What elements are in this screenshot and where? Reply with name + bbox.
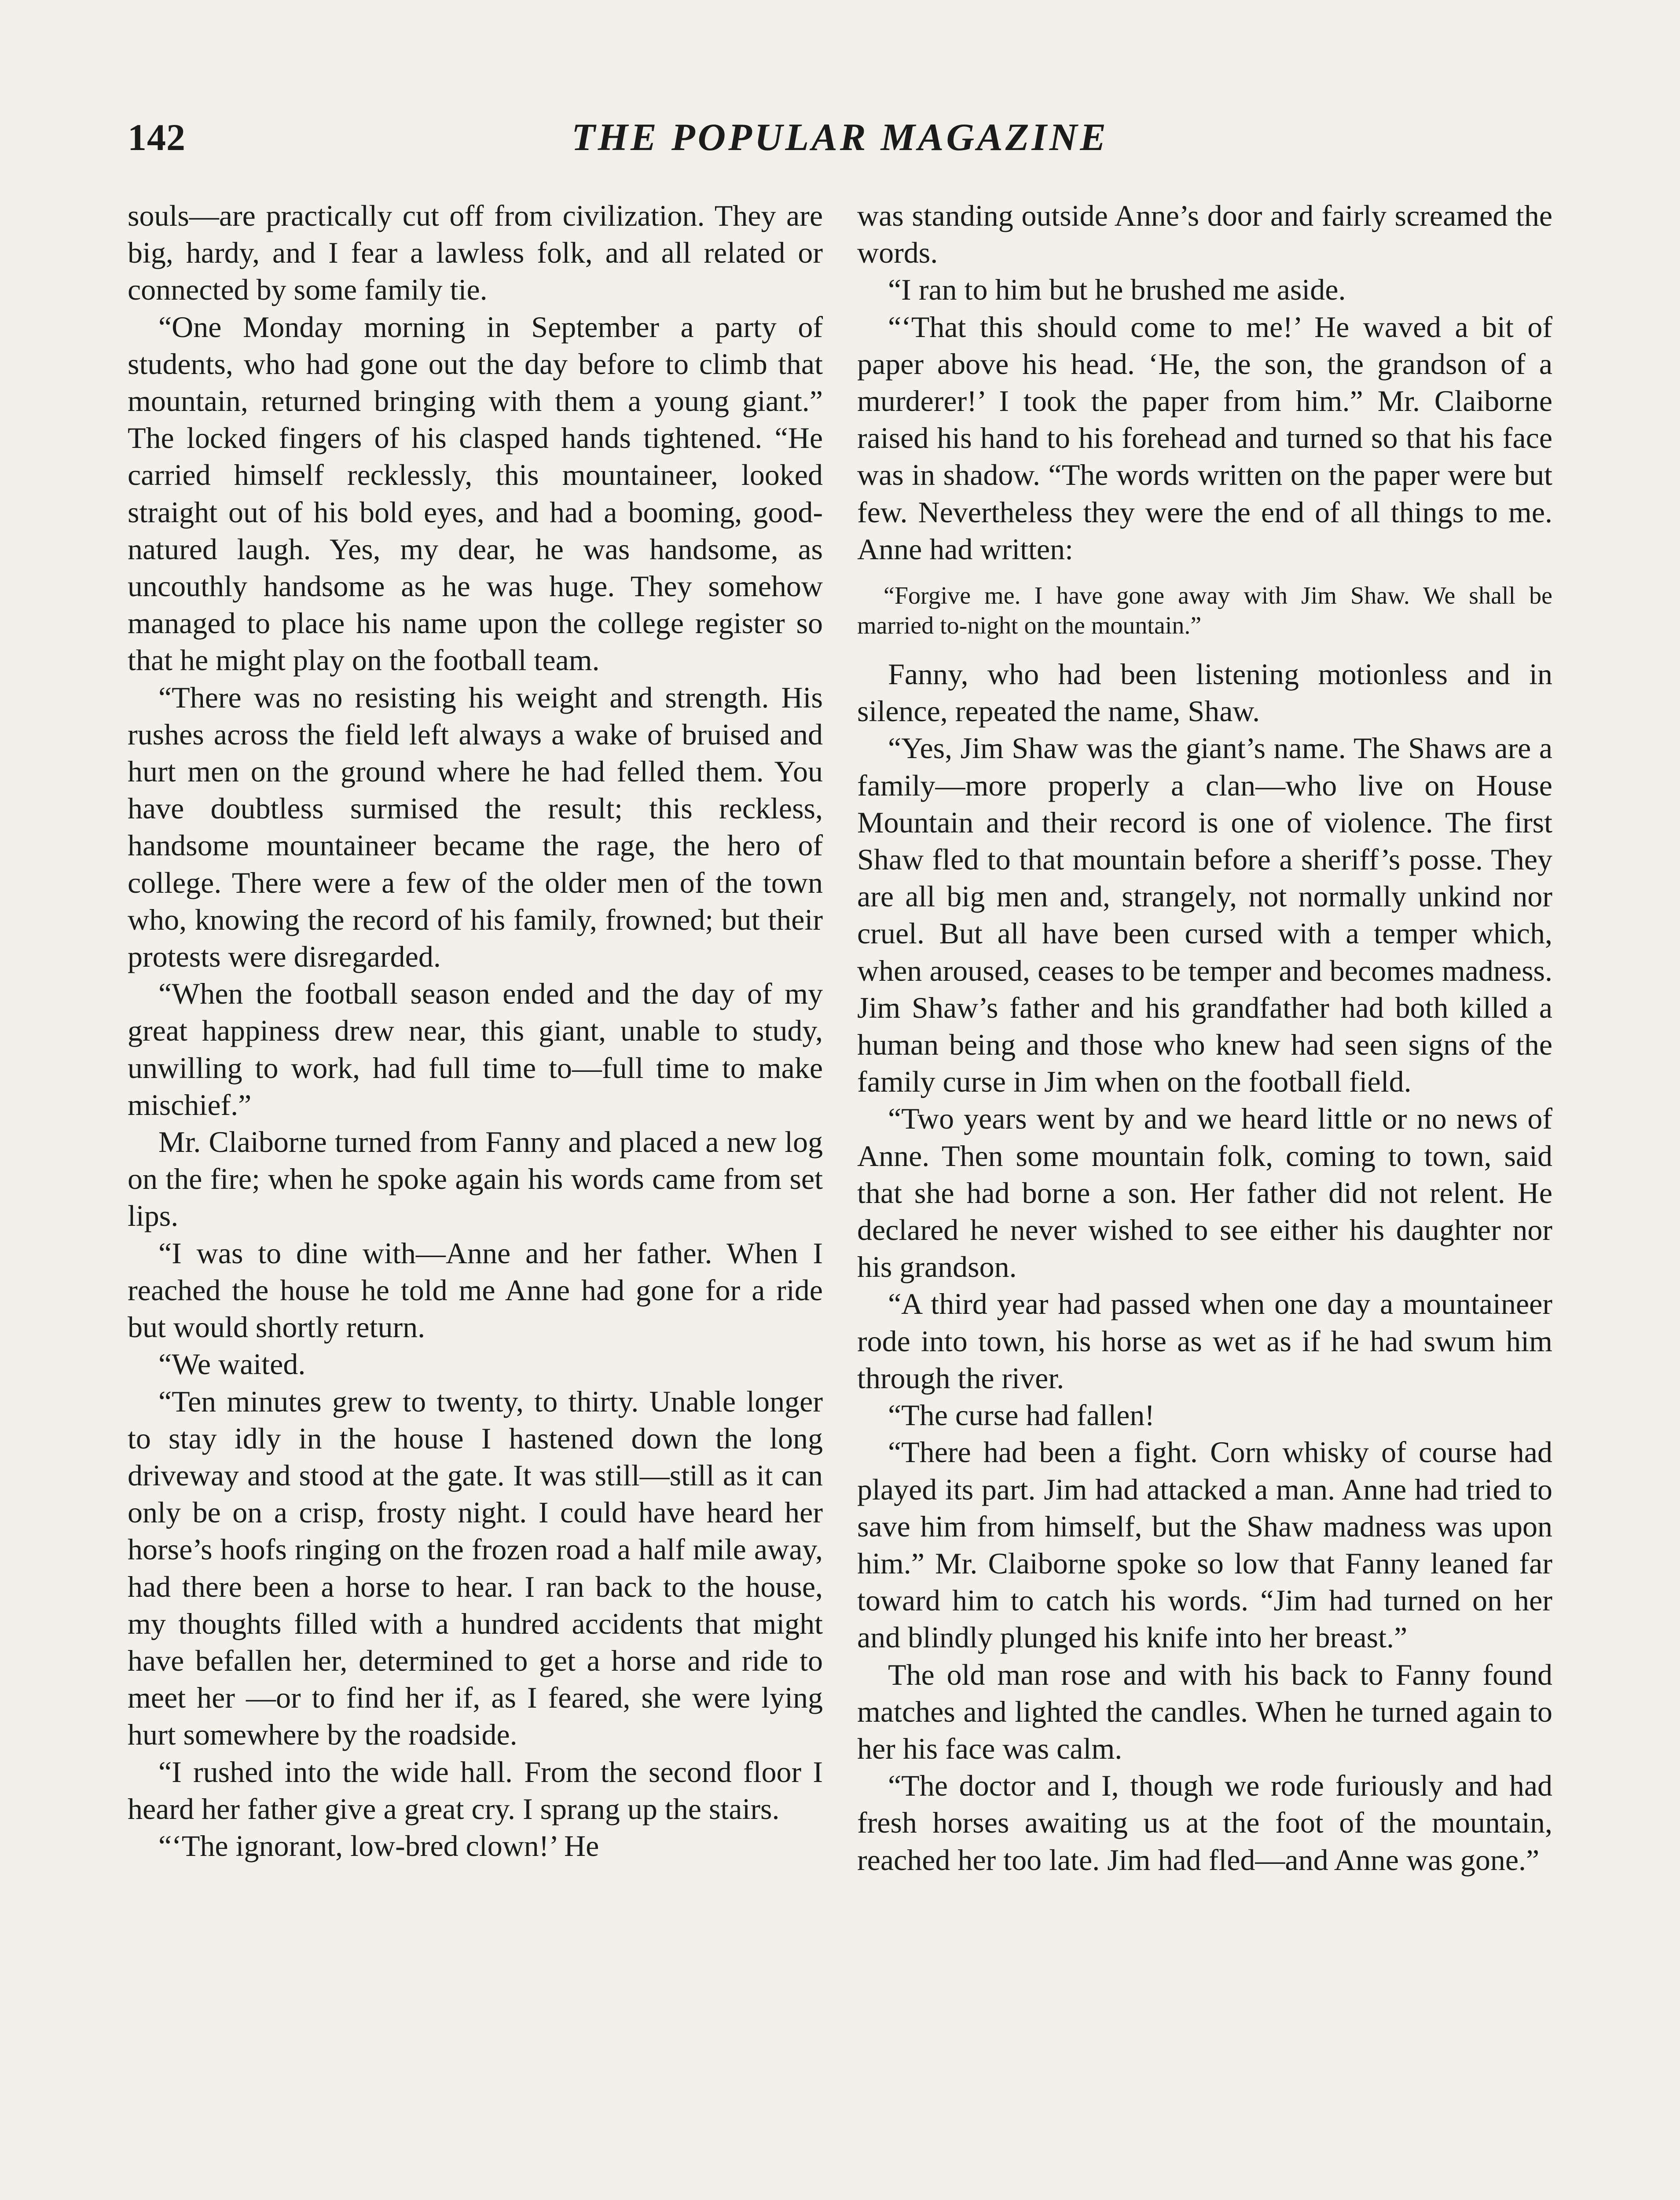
paragraph: “Ten minutes grew to twenty, to thirty. Unable longer to stay idly in the house I hastened down the long driveway and stood at the gate. It was still—still as it can only be on a crisp, frosty night. I could have heard her horse’s hoofs ringing on the frozen road a half mile away, had there been a horse to hear. I ran back to the house, my thoughts filled with a hundred accidents that might have befallen her, determined to get a horse and ride to meet her —or to find her if, as I feared, she were lying hurt somewhere by the roadside. xyxy=(128,1384,823,1752)
paragraph: “‘The ignorant, low-bred clown!’ He xyxy=(158,1829,599,1863)
page-number: 142 xyxy=(128,116,186,158)
paragraph: “‘That this should come to me!’ He waved a bit of paper above his head. ‘He, the son, the grandson of a murderer!’ I took the paper from him.” Mr. Claiborne raised his hand to his forehead and turned so that his face was in shadow. “The words written on the paper were but few. Nevertheless they were the end of all things to me. Anne had written: xyxy=(857,310,1552,566)
paragraph: “Two years went by and we heard little or no news of Anne. Then some mountain folk, coming to town, said that she had borne a son. Her father did not relent. He declared he never wished to see either his daughter nor his grandson. xyxy=(857,1102,1552,1284)
paragraph: “There had been a fight. Corn whisky of course had played its part. Jim had attacked a man. Anne had tried to save him from himself, but the Shaw madness was upon him.” Mr. Claiborne spoke so low that Fanny leaned far toward him to catch his words. “Jim had turned on her and blindly plunged his knife into her breast.” xyxy=(857,1435,1552,1654)
paragraph: “I ran to him but he brushed me aside. xyxy=(888,273,1346,307)
running-head: THE POPULAR MAGAZINE xyxy=(571,116,1109,159)
page-header xyxy=(128,115,1552,168)
paragraph: “I was to dine with—Anne and her father. When I reached the house he told me Anne had gone for a ride but would shortly return. xyxy=(128,1236,823,1344)
paragraph: was standing outside Anne’s door and fairly screamed the words. xyxy=(857,199,1552,270)
paragraph: Mr. Claiborne turned from Fanny and placed a new log on the fire; when he spoke again his words came from set lips. xyxy=(128,1125,823,1233)
paragraph: The old man rose and with his back to Fanny found matches and lighted the candles. When he turned again to her his face was calm. xyxy=(857,1657,1552,1765)
right-text-column xyxy=(857,197,1552,1878)
paragraph: “When the football season ended and the day of my great happiness drew near, this giant, unable to study, unwilling to work, had full time to—full time to make mischief.” xyxy=(128,977,823,1122)
paragraph: “One Monday morning in September a party of students, who had gone out the day before to climb that mountain, returned bringing with them a young giant.” The locked fingers of his clasped hands tightened. “He carried himself recklessly, this mountaineer, looked straight out of his bold eyes, and had a booming, good-natured laugh. Yes, my dear, he was handsome, as uncouthly handsome as he was huge. They somehow managed to place his name upon the college register so that he might play on the football team. xyxy=(128,310,823,677)
left-text-column xyxy=(128,197,823,1864)
paragraph: “A third year had passed when one day a mountaineer rode into town, his horse as wet as if he had swum him through the river. xyxy=(857,1287,1552,1395)
paragraph: “I rushed into the wide hall. From the second floor I heard her father give a great cry. I sprang up the stairs. xyxy=(128,1755,823,1826)
paragraph: “The doctor and I, though we rode furiously and had fresh horses awaiting us at the foot of the mountain, reached her too late. Jim had fled—and Anne was gone.” xyxy=(857,1769,1552,1877)
paragraph: souls—are practically cut off from civilization. They are big, hardy, and I fear a lawless folk, and all related or connected by some family tie. xyxy=(128,199,823,307)
paragraph: “We waited. xyxy=(158,1347,306,1381)
paragraph: Fanny, who had been listening motionless and in silence, repeated the name, Shaw. xyxy=(857,657,1552,728)
paragraph: “The curse had fallen! xyxy=(888,1398,1155,1432)
quoted-note: “Forgive me. I have gone away with Jim Shaw. We shall be married to-night on the mountain.” xyxy=(857,582,1552,640)
paragraph: “There was no resisting his weight and strength. His rushes across the field left always a wake of bruised and hurt men on the ground where he had felled them. You have doubtless surmised the result; this reckless, handsome mountaineer became the rage, the hero of college. There were a few of the older men of the town who, knowing the record of his family, frowned; but their protests were disregarded. xyxy=(128,680,823,974)
paragraph: “Yes, Jim Shaw was the giant’s name. The Shaws are a family—more properly a clan—who live on House Mountain and their record is one of violence. The first Shaw fled to that mountain before a sheriff’s posse. They are all big men and, strangely, not normally unkind nor cruel. But all have been cursed with a temper which, when aroused, ceases to be temper and becomes madness. Jim Shaw’s father and his grandfather had both killed a human being and those who knew had seen signs of the family curse in Jim when on the football field. xyxy=(857,731,1552,1099)
